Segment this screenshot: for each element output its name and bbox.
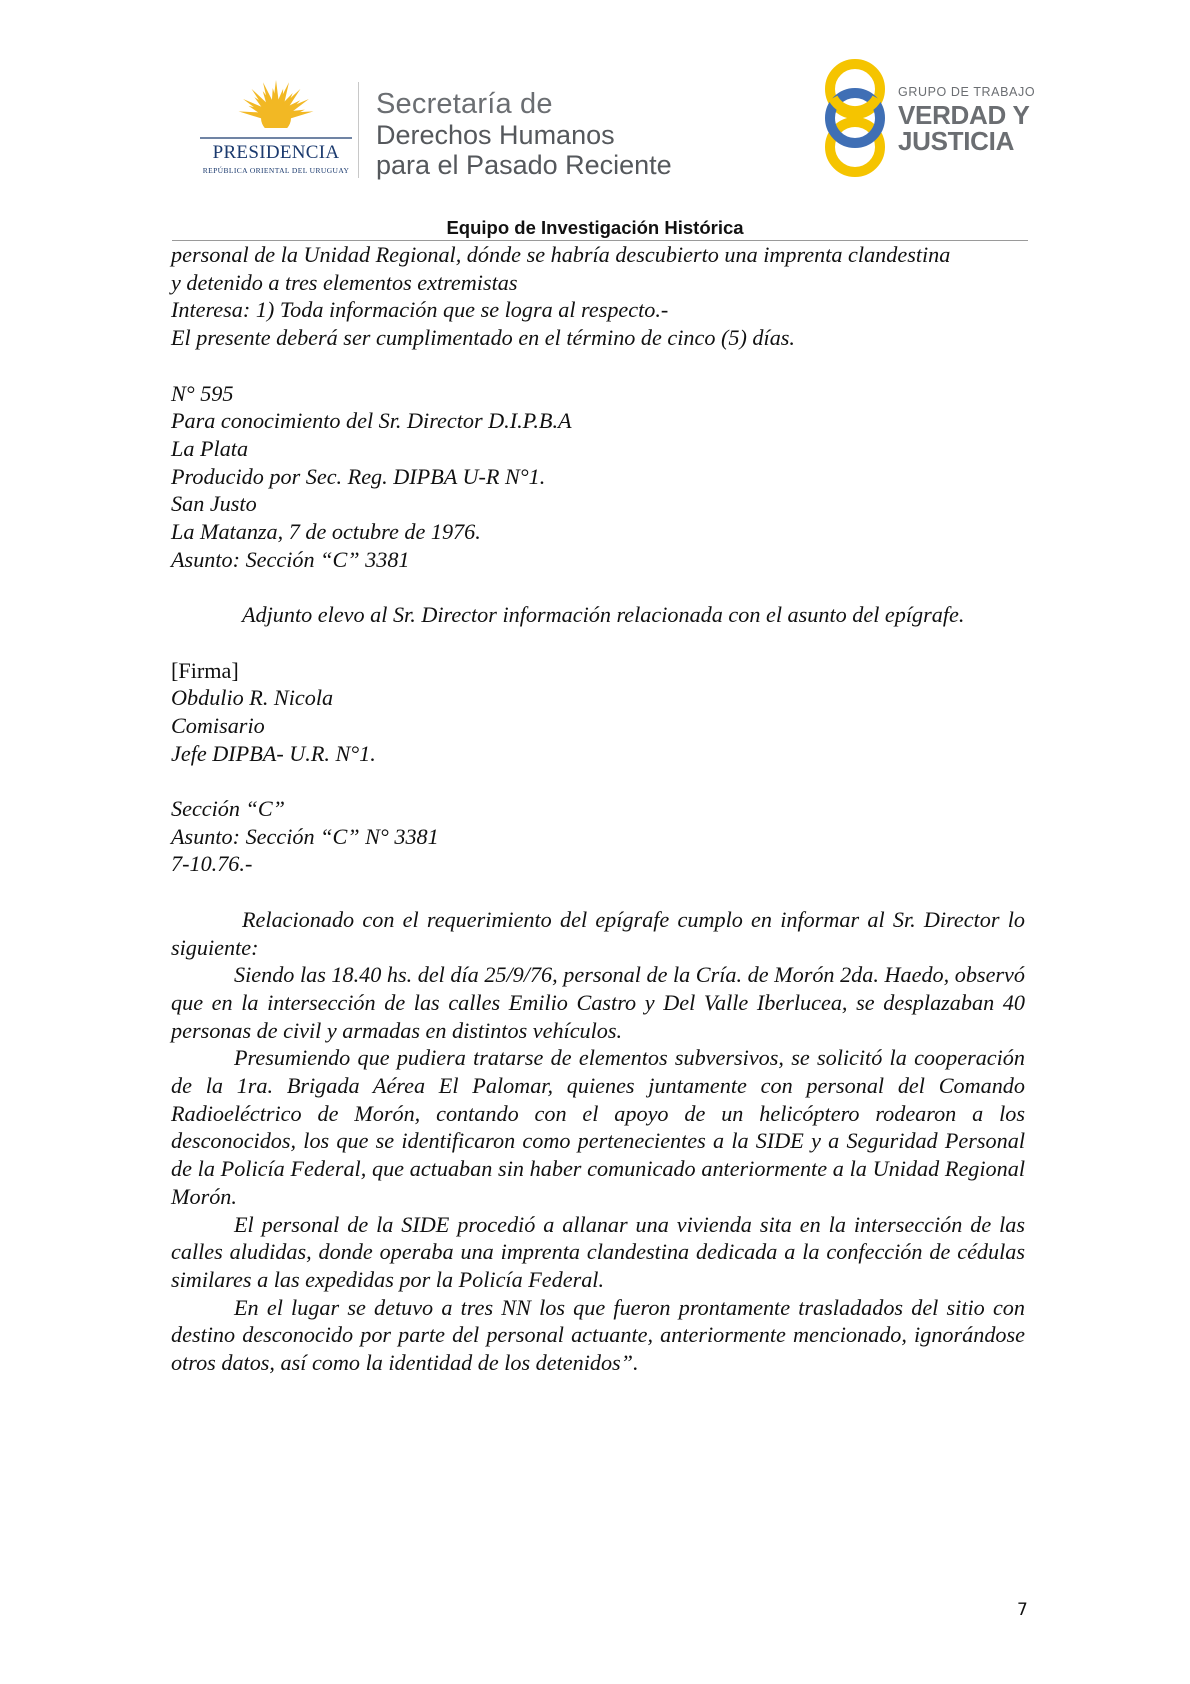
secretaria-line-3: para el Pasado Reciente <box>376 149 672 180</box>
body-line: Para conocimiento del Sr. Director D.I.P.B.A <box>171 408 572 434</box>
grupo-line-2: VERDAD Y <box>898 99 1030 130</box>
body-line: y detenido a tres elementos extremistas <box>171 269 518 295</box>
body-line: La Plata <box>171 435 249 461</box>
body-line: Jefe DIPBA- U.R. N°1. <box>171 740 376 766</box>
document-body <box>171 241 1025 1377</box>
page-number: 7 <box>1017 1600 1028 1620</box>
body-line: 7-10.76.- <box>171 851 253 877</box>
body-line: personal de la Unidad Regional, dónde se habría descubierto una imprenta clandestina <box>171 242 951 267</box>
secretaria-title <box>376 89 672 180</box>
secretaria-line-2: Derechos Humanos <box>376 119 615 150</box>
paragraph-side: El personal de la SIDE procedió a allanar una vivienda sita en la intersección de las calles aludidas, donde operaba una imprenta clandestina dedicada a la confección de cédulas similares a las expedidas por la Policía Federal. <box>171 1211 1025 1292</box>
grupo-trabajo-text <box>898 86 1035 154</box>
paragraph-relacionado: Relacionado con el requerimiento del epígrafe cumplo en informar al Sr. Director lo siguiente: <box>171 906 1025 960</box>
body-line: San Justo <box>171 491 257 517</box>
body-line: Producido por Sec. Reg. DIPBA U-R N°1. <box>171 463 546 489</box>
body-line: Interesa: 1) Toda información que se logra al respecto.- <box>171 297 669 323</box>
body-line: Asunto: Sección “C” 3381 <box>171 546 410 572</box>
body-line: Obdulio R. Nicola <box>171 685 334 711</box>
paragraph-lugar: En el lugar se detuvo a tres NN los que fueron prontamente trasladados del sitio con destino desconocido por parte del personal actuante, anteriormente mencionado, ignorándose otros datos, así como la identidad de los detenidos”. <box>171 1294 1025 1376</box>
presidencia-name: PRESIDENCIA <box>212 142 340 163</box>
logo-divider <box>358 82 359 178</box>
paragraph-presumiendo: Presumiendo que pudiera tratarse de elementos subversivos, se solicitó la cooperación de la 1ra. Brigada Aérea El Palomar, quienes juntamente con personal del Comando Radioeléctrico de Morón, contando con el apoyo de un helicóptero rodearon a los desconocidos, los que se identificaron como pertenecientes a la SIDE y a Seguridad Personal de la Policía Federal, que actuaban sin haber comunicado anteriormente a la Unidad Regional Morón. <box>171 1045 1025 1209</box>
presidencia-subtitle: REPÚBLICA ORIENTAL DEL URUGUAY <box>202 166 350 175</box>
grupo-line-1: GRUPO DE TRABAJO <box>898 85 1036 99</box>
paragraph-siendo: Siendo las 18.40 hs. del día 25/9/76, personal de la Cría. de Morón 2da. Haedo, observó que en la intersección de las calles Emilio Castro y Del Valle Iberlucea, se desplazaban 40 personas de civil y armadas en distintos vehículos. <box>171 962 1025 1043</box>
body-line: El presente deberá ser cumplimentado en el término de cinco (5) días. <box>171 325 795 351</box>
equipo-heading: Equipo de Investigación Histórica <box>446 217 744 238</box>
body-line: N° 595 <box>171 380 234 406</box>
body-line: Comisario <box>171 712 265 738</box>
signature-placeholder: [Firma] <box>171 657 239 683</box>
grupo-line-3: JUSTICIA <box>898 125 1015 156</box>
body-line: Sección “C” <box>171 796 286 821</box>
presidencia-logo <box>196 78 356 180</box>
secretaria-line-1: Secretaría de <box>376 88 553 120</box>
paragraph-adjunto: Adjunto elevo al Sr. Director información relacionada con el asunto del epígrafe. <box>242 602 965 628</box>
body-line: Asunto: Sección “C” N° 3381 <box>171 823 439 849</box>
body-line: La Matanza, 7 de octubre de 1976. <box>171 519 481 545</box>
sun-icon <box>196 78 356 142</box>
